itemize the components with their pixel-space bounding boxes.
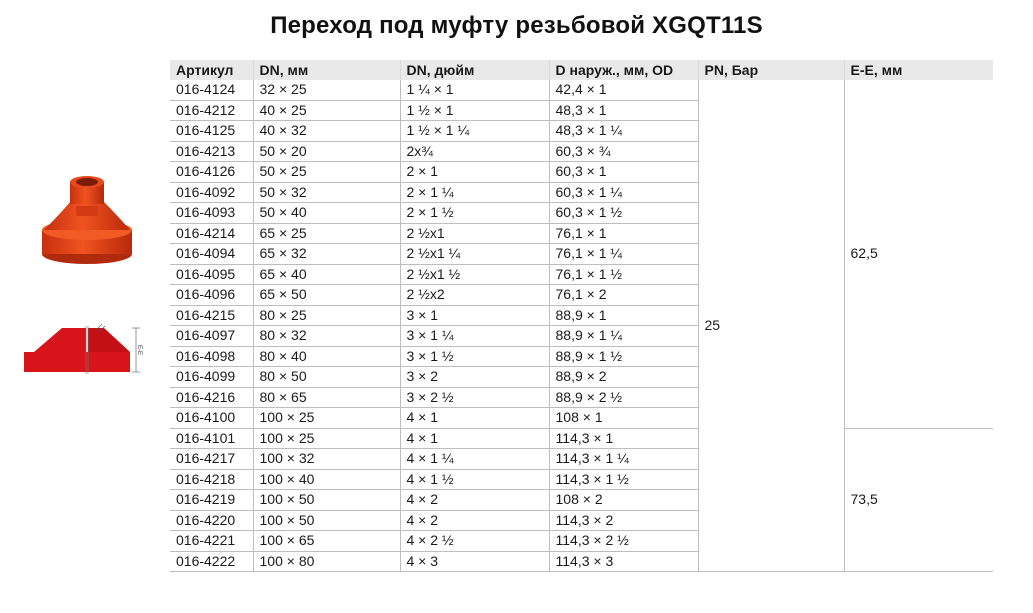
cell-dn-inch: 2х¾ <box>400 141 549 162</box>
cell-sku: 016-4100 <box>170 408 253 429</box>
cell-ee: 73,5 <box>844 428 993 572</box>
spec-table <box>170 60 993 572</box>
cell-sku: 016-4212 <box>170 100 253 121</box>
cell-od: 76,1 × 1 ½ <box>549 264 698 285</box>
cell-sku: 016-4220 <box>170 510 253 531</box>
cell-sku: 016-4099 <box>170 367 253 388</box>
cell-dn-inch: 4 × 1 ¼ <box>400 449 549 470</box>
table-body <box>170 80 993 572</box>
cell-od: 60,3 × 1 ¼ <box>549 182 698 203</box>
cell-od: 48,3 × 1 ¼ <box>549 121 698 142</box>
cell-dn-mm: 100 × 80 <box>253 551 400 572</box>
cell-dn-inch: 3 × 1 ½ <box>400 346 549 367</box>
cell-od: 108 × 1 <box>549 408 698 429</box>
cell-dn-inch: 2 ½х1 <box>400 223 549 244</box>
cell-sku: 016-4218 <box>170 469 253 490</box>
cell-dn-mm: 80 × 32 <box>253 326 400 347</box>
cell-sku: 016-4094 <box>170 244 253 265</box>
cell-od: 60,3 × 1 ½ <box>549 203 698 224</box>
cell-dn-mm: 80 × 65 <box>253 387 400 408</box>
cell-sku: 016-4125 <box>170 121 253 142</box>
cell-od: 114,3 × 2 <box>549 510 698 531</box>
cell-dn-inch: 4 × 2 <box>400 490 549 511</box>
cell-od: 114,3 × 3 <box>549 551 698 572</box>
cell-dn-mm: 80 × 40 <box>253 346 400 367</box>
header-sku: Артикул <box>170 60 253 80</box>
cell-dn-mm: 100 × 32 <box>253 449 400 470</box>
cell-od: 88,9 × 2 <box>549 367 698 388</box>
cell-od: 88,9 × 2 ½ <box>549 387 698 408</box>
cell-sku: 016-4214 <box>170 223 253 244</box>
cell-od: 114,3 × 1 ½ <box>549 469 698 490</box>
cell-od: 108 × 2 <box>549 490 698 511</box>
cell-dn-mm: 65 × 50 <box>253 285 400 306</box>
cell-dn-inch: 2 ½х1 ¼ <box>400 244 549 265</box>
cell-dn-mm: 100 × 50 <box>253 510 400 531</box>
cell-dn-inch: 2 × 1 ¼ <box>400 182 549 203</box>
cell-sku: 016-4124 <box>170 80 253 100</box>
cell-od: 114,3 × 1 ¼ <box>549 449 698 470</box>
cell-dn-inch: 3 × 1 <box>400 305 549 326</box>
cell-dn-mm: 100 × 25 <box>253 428 400 449</box>
cell-od: 114,3 × 1 <box>549 428 698 449</box>
cell-dn-mm: 40 × 32 <box>253 121 400 142</box>
cell-sku: 016-4093 <box>170 203 253 224</box>
cell-od: 88,9 × 1 <box>549 305 698 326</box>
cell-dn-inch: 2 × 1 ½ <box>400 203 549 224</box>
header-dn-inch: DN, дюйм <box>400 60 549 80</box>
cell-sku: 016-4126 <box>170 162 253 183</box>
cell-od: 76,1 × 1 ¼ <box>549 244 698 265</box>
cell-sku: 016-4092 <box>170 182 253 203</box>
cell-dn-inch: 2 ½х2 <box>400 285 549 306</box>
header-ee: E-E, мм <box>844 60 993 80</box>
cell-sku: 016-4221 <box>170 531 253 552</box>
cell-dn-inch: 1 ½ × 1 ¼ <box>400 121 549 142</box>
cell-dn-mm: 50 × 40 <box>253 203 400 224</box>
page-title: Переход под муфту резьбовой XGQT11S <box>270 12 763 39</box>
header-dn-mm: DN, мм <box>253 60 400 80</box>
cell-sku: 016-4095 <box>170 264 253 285</box>
cell-dn-mm: 100 × 40 <box>253 469 400 490</box>
cell-sku: 016-4219 <box>170 490 253 511</box>
header-od: D наруж., мм, OD <box>549 60 698 80</box>
cell-dn-mm: 80 × 25 <box>253 305 400 326</box>
cell-dn-mm: 100 × 50 <box>253 490 400 511</box>
cell-dn-inch: 1 ¼ × 1 <box>400 80 549 100</box>
cell-od: 60,3 × ¾ <box>549 141 698 162</box>
cell-ee: 62,5 <box>844 80 993 428</box>
cell-dn-mm: 65 × 25 <box>253 223 400 244</box>
cell-dn-inch: 4 × 3 <box>400 551 549 572</box>
cell-sku: 016-4098 <box>170 346 253 367</box>
cell-od: 114,3 × 2 ½ <box>549 531 698 552</box>
table-row <box>170 80 993 100</box>
table-row <box>170 428 993 449</box>
cell-dn-inch: 4 × 2 <box>400 510 549 531</box>
cell-od: 76,1 × 2 <box>549 285 698 306</box>
cell-dn-inch: 4 × 1 <box>400 408 549 429</box>
cell-dn-inch: 4 × 1 ½ <box>400 469 549 490</box>
cell-dn-inch: 2 ½х1 ½ <box>400 264 549 285</box>
cell-od: 42,4 × 1 <box>549 80 698 100</box>
cell-sku: 016-4097 <box>170 326 253 347</box>
cell-dn-mm: 65 × 32 <box>253 244 400 265</box>
cell-od: 76,1 × 1 <box>549 223 698 244</box>
cell-od: 88,9 × 1 ½ <box>549 346 698 367</box>
cell-sku: 016-4213 <box>170 141 253 162</box>
cell-sku: 016-4222 <box>170 551 253 572</box>
cell-dn-inch: 4 × 1 <box>400 428 549 449</box>
cell-dn-mm: 32 × 25 <box>253 80 400 100</box>
cell-od: 88,9 × 1 ¼ <box>549 326 698 347</box>
cell-dn-mm: 80 × 50 <box>253 367 400 388</box>
reducer-product-image <box>30 172 145 272</box>
cell-od: 60,3 × 1 <box>549 162 698 183</box>
cell-dn-mm: 100 × 65 <box>253 531 400 552</box>
cell-dn-mm: 100 × 25 <box>253 408 400 429</box>
cell-pn: 25 <box>698 80 844 572</box>
cell-dn-inch: 3 × 1 ¼ <box>400 326 549 347</box>
cell-od: 48,3 × 1 <box>549 100 698 121</box>
cell-dn-inch: 3 × 2 <box>400 367 549 388</box>
section-drawing <box>24 322 152 380</box>
cell-dn-mm: 40 × 25 <box>253 100 400 121</box>
e-e-dimension-label: E-E <box>136 344 142 356</box>
cell-dn-mm: 50 × 20 <box>253 141 400 162</box>
cell-dn-mm: 65 × 40 <box>253 264 400 285</box>
cell-sku: 016-4217 <box>170 449 253 470</box>
cell-dn-inch: 2 × 1 <box>400 162 549 183</box>
cell-dn-inch: 4 × 2 ½ <box>400 531 549 552</box>
cell-sku: 016-4096 <box>170 285 253 306</box>
cell-dn-inch: 1 ½ × 1 <box>400 100 549 121</box>
cell-sku: 016-4215 <box>170 305 253 326</box>
cell-dn-mm: 50 × 32 <box>253 182 400 203</box>
cell-sku: 016-4101 <box>170 428 253 449</box>
cell-sku: 016-4216 <box>170 387 253 408</box>
header-pn: PN, Бар <box>698 60 844 80</box>
cell-dn-inch: 3 × 2 ½ <box>400 387 549 408</box>
cell-dn-mm: 50 × 25 <box>253 162 400 183</box>
table-header-row <box>170 60 993 80</box>
